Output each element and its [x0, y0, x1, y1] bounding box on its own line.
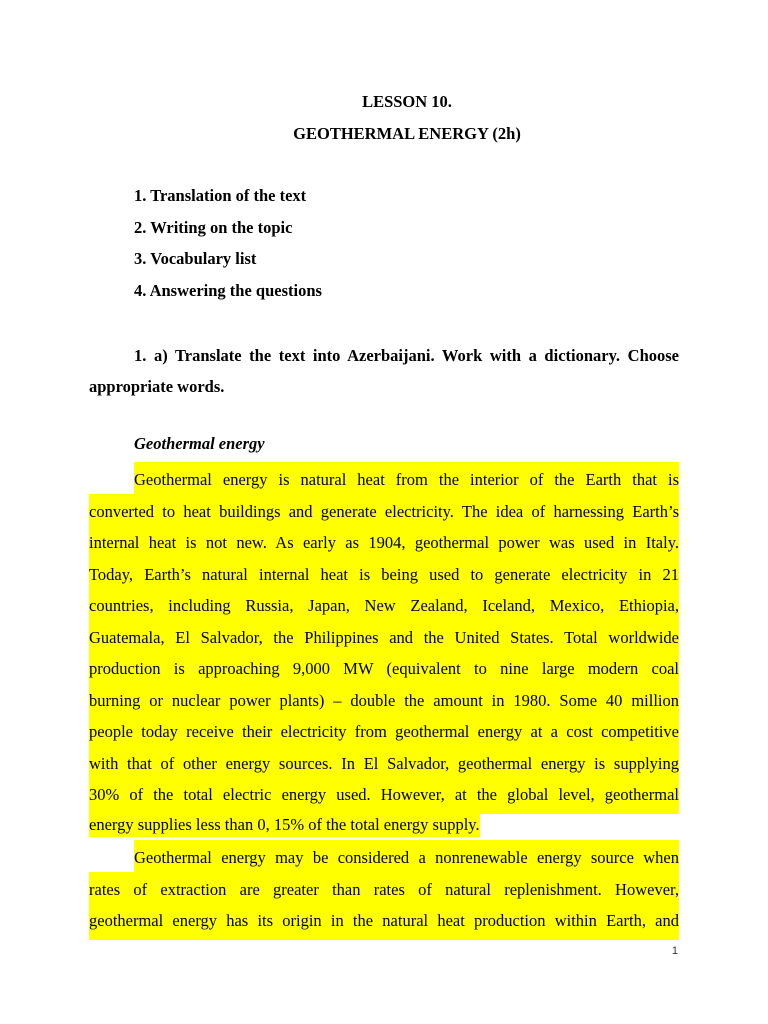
paragraph-line: internal heat is not new. As early as 1904, geothermal power was used in Italy. — [89, 525, 679, 557]
paragraph-line: Today, Earth’s natural internal heat is being used to generate electricity in 21 — [89, 557, 679, 589]
translation-instruction: 1. a) Translate the text into Azerbaijani. Work with a dictionary. Choose appropriate words. — [89, 346, 679, 396]
paragraph-line: people today receive their electricity from geothermal energy at a cost competitive — [89, 714, 679, 746]
task-item: 2. Writing on the topic — [134, 217, 293, 237]
paragraph-line: countries, including Russia, Japan, New Zealand, Iceland, Mexico, Ethiopia, — [89, 588, 679, 620]
paragraph-2 — [89, 840, 679, 935]
page-number: 1 — [671, 945, 678, 957]
paragraph-line: energy supplies less than 0, 15% of the total energy supply. — [89, 809, 679, 841]
task-item: 1. Translation of the text — [134, 186, 307, 205]
paragraph-line: production is approaching 9,000 MW (equivalent to nine large modern coal — [89, 651, 679, 683]
task-item: 3. Vocabulary list — [134, 249, 257, 268]
task-item: 4. Answering the questions — [134, 280, 322, 300]
paragraph-line: converted to heat buildings and generate electricity. The idea of harnessing Earth’s — [89, 494, 679, 526]
paragraph-line: with that of other energy sources. In El Salvador, geothermal energy is supplying — [89, 746, 679, 778]
paragraph-line: Guatemala, El Salvador, the Philippines and the United States. Total worldwide — [89, 620, 679, 652]
paragraph-line: burning or nuclear power plants) – double the amount in 1980. Some 40 million — [89, 683, 679, 715]
section-heading: Geothermal energy — [134, 434, 265, 453]
topic-title: GEOTHERMAL ENERGY (2h) — [293, 124, 521, 143]
task-list — [134, 186, 322, 312]
paragraph-line: 30% of the total electric energy used. However, at the global level, geothermal — [89, 777, 679, 809]
paragraph-line: geothermal energy has its origin in the natural heat production within Earth, and — [89, 903, 679, 935]
paragraph-line: rates of extraction are greater than rates of natural replenishment. However, — [89, 872, 679, 904]
paragraph-line: Geothermal energy may be considered a nonrenewable energy source when — [89, 840, 679, 872]
paragraph-1 — [89, 462, 679, 840]
lesson-title: LESSON 10. — [362, 92, 452, 111]
paragraph-line: Geothermal energy is natural heat from the interior of the Earth that is — [89, 462, 679, 494]
